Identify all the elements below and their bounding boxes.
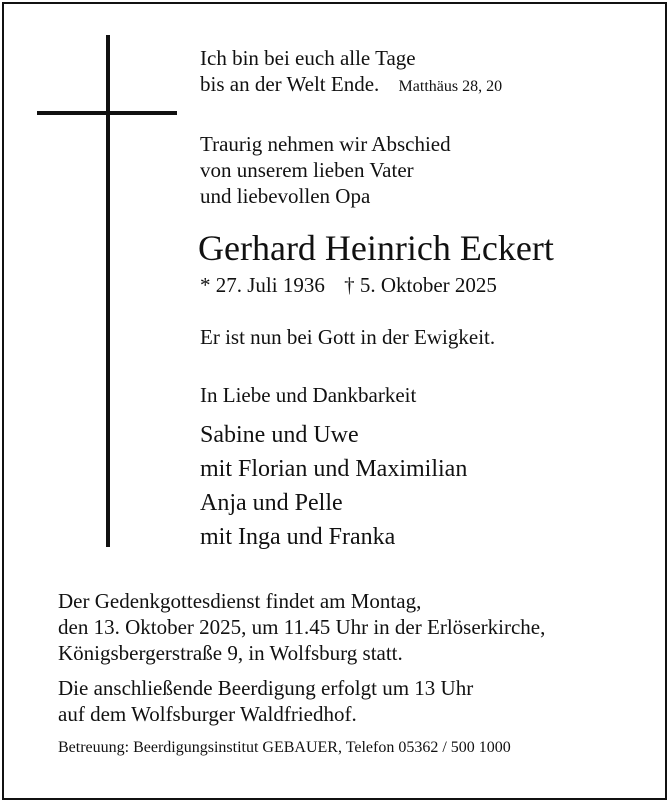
death-date: † 5. Oktober 2025: [344, 273, 497, 297]
cross-icon-bar: [37, 111, 177, 115]
verse-reference: Matthäus 28, 20: [398, 78, 503, 95]
burial-line-2: auf dem Wolfsburger Waldfriedhof.: [58, 702, 357, 726]
service-line-3: Königsbergerstraße 9, in Wolfsburg statt.: [58, 641, 403, 665]
family-line-3: Anja und Pelle: [200, 490, 343, 516]
verse-line-1: Ich bin bei euch alle Tage: [200, 46, 416, 70]
family-line-2: mit Florian und Maximilian: [200, 456, 468, 482]
service-line-1: Der Gedenkgottesdienst findet am Montag,: [58, 589, 422, 613]
funeral-home-footer: Betreuung: Beerdigungsinstitut GEBAUER, Telefon 05362 / 500 1000: [58, 739, 511, 756]
gratitude: In Liebe und Dankbarkeit: [200, 383, 417, 407]
intro-line-3: und liebevollen Opa: [200, 184, 371, 208]
service-line-2: den 13. Oktober 2025, um 11.45 Uhr in der Erlöserkirche,: [58, 615, 546, 639]
family-line-1: Sabine und Uwe: [200, 422, 359, 448]
family-line-4: mit Inga und Franka: [200, 524, 396, 550]
birth-date: * 27. Juli 1936: [200, 273, 325, 297]
burial-line-1: Die anschließende Beerdigung erfolgt um 13 Uhr: [58, 676, 474, 700]
quote: Er ist nun bei Gott in der Ewigkeit.: [200, 325, 496, 349]
intro-line-2: von unserem lieben Vater: [200, 158, 414, 182]
deceased-name: Gerhard Heinrich Eckert: [198, 228, 554, 268]
verse-line-2: [200, 72, 502, 99]
verse-text: bis an der Welt Ende.: [200, 72, 380, 96]
intro-line-1: Traurig nehmen wir Abschied: [200, 132, 451, 156]
life-dates: [200, 273, 497, 298]
